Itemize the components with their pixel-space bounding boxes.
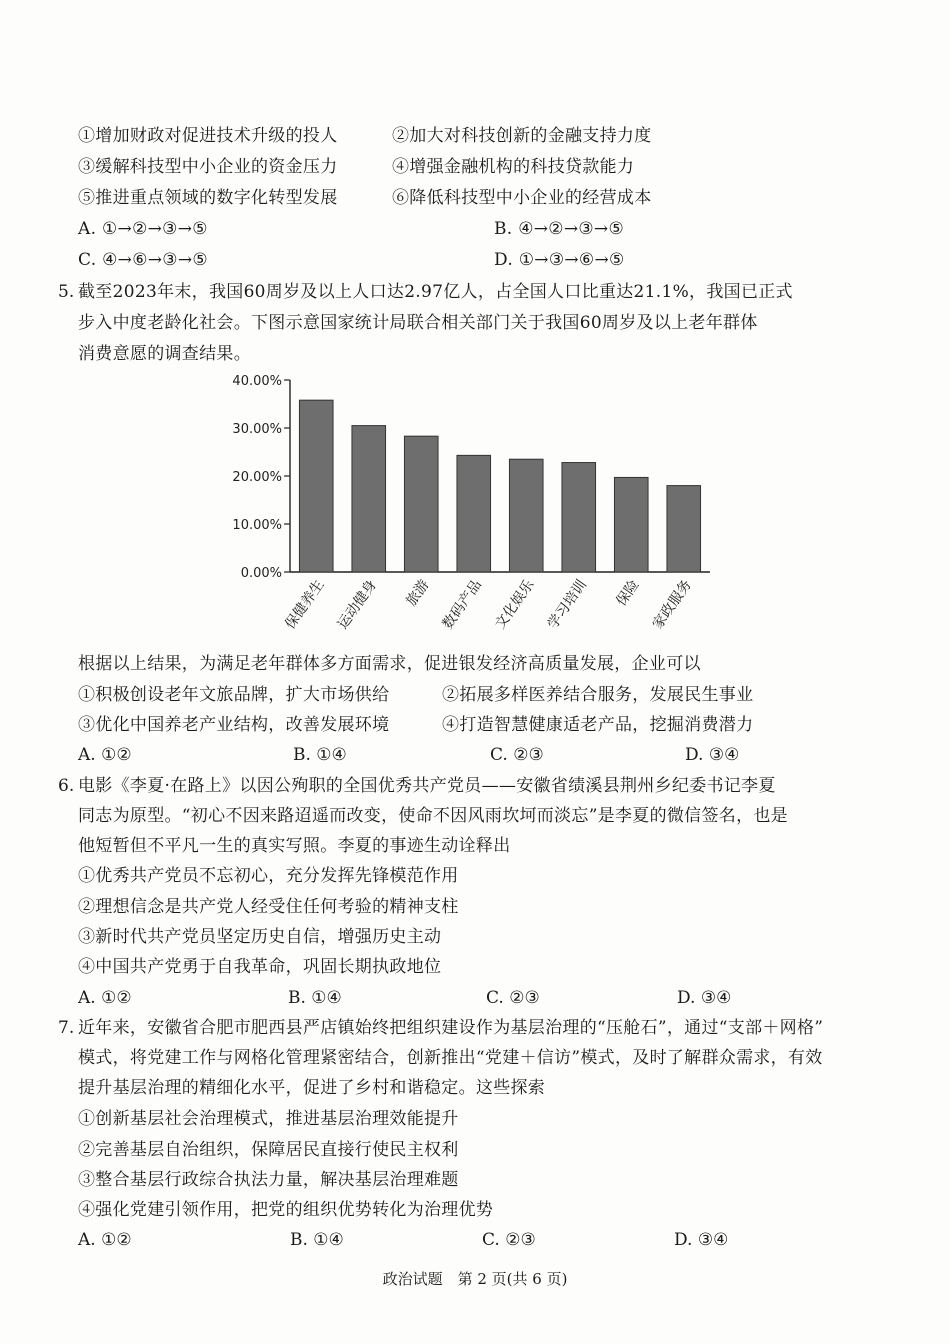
q7-stem-line-2: 模式，将党建工作与网格化管理紧密结合，创新推出“党建＋信访”模式，及时了解群众需求，有效 <box>78 1048 823 1068</box>
bar-4 <box>457 455 491 572</box>
y-tick-label: 0.00% <box>240 566 282 581</box>
y-tick-label: 40.00% <box>232 374 282 389</box>
q6-stem-line-1: 电影《李夏·在路上》以因公殉职的全国优秀共产党员——安徽省绩溪县荆州乡纪委书记李夏 <box>78 776 776 796</box>
q4-choice-d: D. ①→③→⑥→⑤ <box>494 250 625 270</box>
consumption-willingness-bar-chart <box>210 365 730 655</box>
q7-choice-c: C. ②③ <box>482 1230 536 1250</box>
q6-stem-line-2: 同志为原型。“初心不因来路迢遥而改变，使命不因风雨坎坷而淡忘”是李夏的微信签名，也是 <box>78 806 788 826</box>
x-tick-label: 运动健身 <box>334 577 381 633</box>
x-tick-label: 保健养生 <box>282 577 328 633</box>
bar-1 <box>299 400 333 572</box>
y-tick-label: 20.00% <box>232 470 282 485</box>
q5-choice-b: B. ①④ <box>293 745 347 765</box>
page-footer: 政治试题 第 2 页(共 6 页) <box>382 1270 568 1288</box>
q7-statement-2: ②完善基层自治组织，保障居民直接行使民主权利 <box>78 1140 459 1160</box>
q4-statement-5: ⑤推进重点领域的数字化转型发展 <box>78 188 338 208</box>
x-tick-label: 家政服务 <box>649 577 696 633</box>
q4-statement-2: ②加大对科技创新的金融支持力度 <box>392 126 652 146</box>
q7-stem-line-1: 近年来，安徽省合肥市肥西县严店镇始终把组织建设作为基层治理的“压舱石”，通过“支部＋网格” <box>78 1018 824 1038</box>
x-tick-label: 学习培训 <box>544 577 591 633</box>
bar-8 <box>667 486 701 572</box>
q7-choice-a: A. ①② <box>78 1230 132 1250</box>
q6-statement-4: ④中国共产党勇于自我革命，巩固长期执政地位 <box>78 957 442 977</box>
q7-statement-4: ④强化党建引领作用，把党的组织优势转化为治理优势 <box>78 1200 494 1220</box>
q6-statement-1: ①优秀共产党员不忘初心，充分发挥先锋模范作用 <box>78 866 459 886</box>
q5-stem-line-3: 消费意愿的调查结果。 <box>78 344 251 364</box>
q4-statement-1: ①增加财政对促进技术升级的投人 <box>78 126 338 146</box>
q6-stem-line-3: 他短暂但不平凡一生的真实写照。李夏的事迹生动诠释出 <box>78 836 511 856</box>
q4-statement-6: ⑥降低科技型中小企业的经营成本 <box>392 188 652 208</box>
bar-5 <box>509 459 543 572</box>
bar-2 <box>352 426 386 572</box>
q5-statement-1: ①积极创设老年文旅品牌，扩大市场供给 <box>78 685 390 705</box>
q7-choice-b: B. ①④ <box>290 1230 344 1250</box>
q6-choice-a: A. ①② <box>78 988 132 1008</box>
bar-6 <box>562 463 596 572</box>
q6-choice-b: B. ①④ <box>288 988 342 1008</box>
q6-statement-3: ③新时代共产党员坚定历史自信，增强历史主动 <box>78 927 442 947</box>
q5-choice-c: C. ②③ <box>490 745 544 765</box>
bar-3 <box>404 436 438 572</box>
q5-stem-line-2: 步入中度老龄化社会。下图示意国家统计局联合相关部门关于我国60周岁及以上老年群体 <box>78 313 758 333</box>
x-tick-label: 旅游 <box>403 577 433 610</box>
q7-statement-3: ③整合基层行政综合执法力量，解决基层治理难题 <box>78 1170 459 1190</box>
q5-statement-4: ④打造智慧健康适老产品，挖掘消费潜力 <box>442 715 754 735</box>
q5-choice-a: A. ①② <box>78 745 132 765</box>
q6-choice-c: C. ②③ <box>486 988 540 1008</box>
bar-7 <box>614 477 648 572</box>
q5-statement-2: ②拓展多样医养结合服务，发展民生事业 <box>442 685 754 705</box>
q5-stem-line-1: 截至2023年末，我国60周岁及以上人口达2.97亿人，占全国人口比重达21.1%，我国已正式 <box>78 282 793 302</box>
q4-choice-a: A. ①→②→③→⑤ <box>78 219 208 239</box>
q4-statement-4: ④增强金融机构的科技贷款能力 <box>392 157 635 177</box>
x-tick-label: 文化娱乐 <box>492 577 538 633</box>
q7-number: 7. <box>58 1018 75 1038</box>
q6-number: 6. <box>58 776 75 796</box>
q6-statement-2: ②理想信念是共产党人经受住任何考验的精神支柱 <box>78 897 459 917</box>
x-tick-label: 保险 <box>613 577 643 610</box>
q7-statement-1: ①创新基层社会治理模式，推进基层治理效能提升 <box>78 1109 459 1129</box>
q4-choice-c: C. ④→⑥→③→⑤ <box>78 250 208 270</box>
q5-statement-3: ③优化中国养老产业结构，改善发展环境 <box>78 715 390 735</box>
q4-choice-b: B. ④→②→③→⑤ <box>494 219 624 239</box>
q4-statement-3: ③缓解科技型中小企业的资金压力 <box>78 157 338 177</box>
q5-number: 5. <box>58 282 75 302</box>
q6-choice-d: D. ③④ <box>677 988 732 1008</box>
q5-question: 根据以上结果，为满足老年群体多方面需求，促进银发经济高质量发展，企业可以 <box>78 654 701 674</box>
q7-choice-d: D. ③④ <box>674 1230 729 1250</box>
y-tick-label: 30.00% <box>232 422 282 437</box>
x-tick-label: 数码产品 <box>439 577 486 633</box>
q5-choice-d: D. ③④ <box>685 745 740 765</box>
y-tick-label: 10.00% <box>232 518 282 533</box>
q7-stem-line-3: 提升基层治理的精细化水平，促进了乡村和谐稳定。这些探索 <box>78 1078 546 1098</box>
